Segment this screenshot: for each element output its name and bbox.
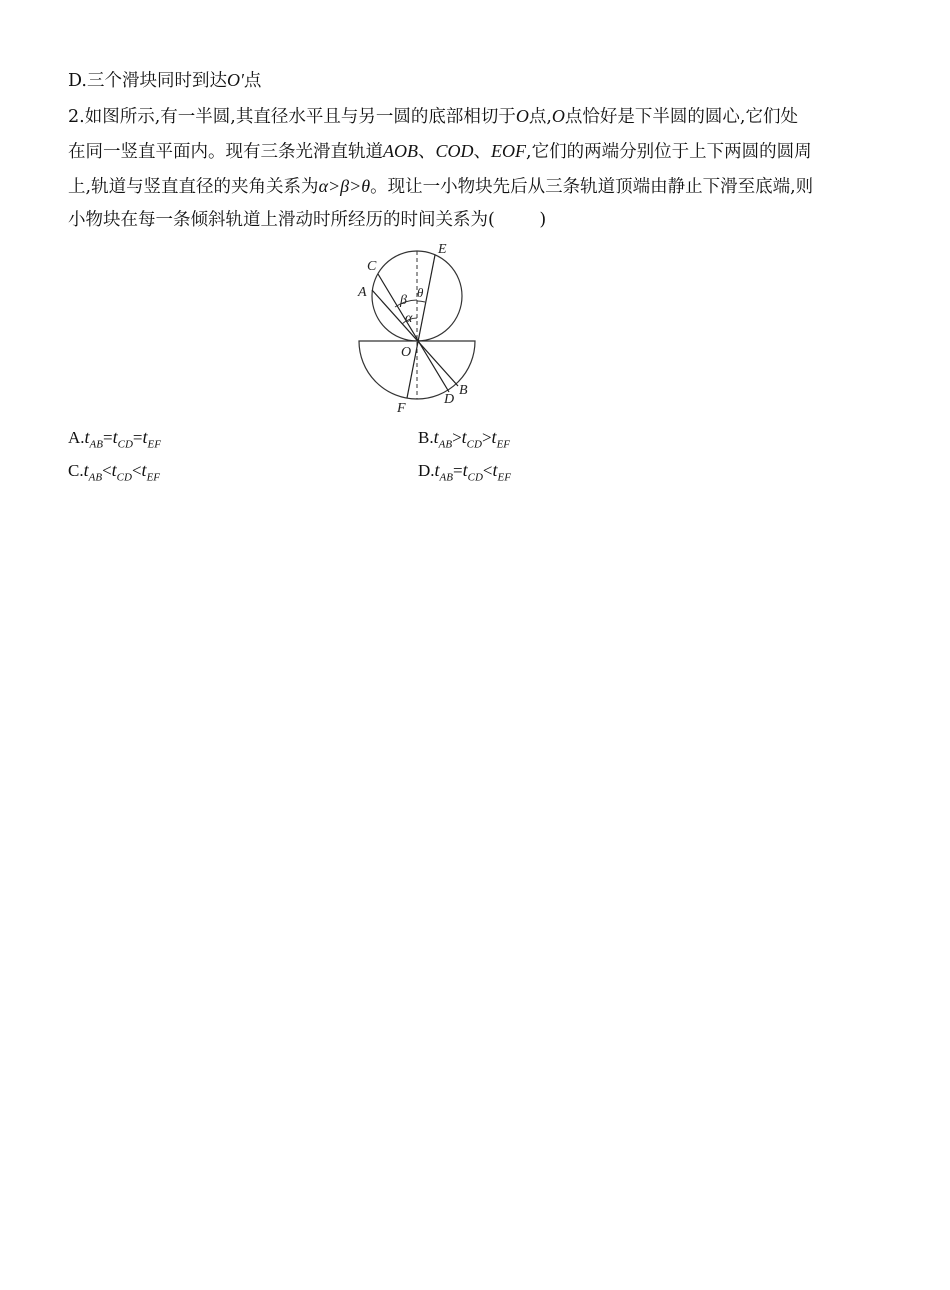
- label-e: E: [438, 242, 447, 257]
- track-label: COD: [435, 141, 474, 161]
- time-symbol: t: [142, 427, 148, 447]
- subscript: EF: [497, 471, 511, 484]
- subscript: EF: [147, 438, 161, 451]
- subscript: EF: [496, 438, 511, 451]
- option-a[interactable]: [68, 427, 161, 450]
- point-label: O′: [226, 70, 244, 90]
- subscript: AB: [89, 438, 103, 451]
- question-line-4: [68, 210, 546, 230]
- point-label: O: [551, 106, 565, 126]
- subscript: CD: [466, 438, 482, 451]
- text: ): [539, 210, 547, 230]
- option-label: D.: [68, 71, 87, 91]
- text: 、: [418, 142, 436, 162]
- text: 点恰好是下半圆的圆心,它们处: [564, 107, 798, 127]
- label-o: O: [401, 345, 412, 360]
- geometry-figure: [350, 238, 485, 418]
- operator: >: [481, 428, 492, 447]
- angle-relation: α>β>θ: [318, 176, 371, 196]
- angle-arc-theta: [417, 301, 425, 302]
- subscript: EF: [146, 471, 161, 484]
- previous-option-d: [68, 70, 261, 91]
- operator: =: [132, 428, 143, 447]
- point-label: O: [515, 106, 529, 126]
- label-d: D: [444, 392, 455, 407]
- label-a: A: [358, 285, 367, 300]
- time-symbol: t: [141, 460, 147, 480]
- option-label: B.: [418, 428, 434, 447]
- track-label: AOB: [383, 141, 418, 161]
- track-eof: [407, 255, 435, 398]
- subscript: AB: [88, 471, 103, 484]
- option-c[interactable]: [68, 460, 160, 483]
- option-label: C.: [68, 461, 84, 480]
- text: 。现让一小物块先后从三条轨道顶端由静止下滑至底端,则: [370, 177, 814, 197]
- question-line-1: [68, 106, 798, 127]
- question-number: 2.: [68, 107, 85, 127]
- track-aob: [372, 290, 458, 386]
- time-symbol: t: [433, 427, 439, 447]
- label-alpha: α: [405, 311, 413, 326]
- time-symbol: t: [492, 460, 498, 480]
- track-label: EOF: [491, 141, 527, 161]
- subscript: CD: [467, 471, 483, 484]
- operator: <: [482, 461, 493, 480]
- text: ,它们的两端分别位于上下两圆的圆周: [526, 142, 812, 162]
- option-label: A.: [68, 428, 85, 447]
- time-symbol: t: [112, 427, 118, 447]
- track-cod: [378, 274, 449, 392]
- text: 点,: [528, 107, 552, 127]
- operator: =: [103, 428, 113, 447]
- time-symbol: t: [462, 460, 468, 480]
- time-symbol: t: [111, 460, 117, 480]
- label-theta: θ: [417, 285, 424, 300]
- operator: >: [452, 428, 462, 447]
- time-symbol: t: [461, 427, 467, 447]
- text: 、: [473, 142, 492, 162]
- label-c: C: [367, 259, 377, 274]
- operator: =: [453, 461, 463, 480]
- subscript: AB: [439, 471, 453, 484]
- text: 上,轨道与竖直直径的夹角关系为: [68, 177, 319, 197]
- question-line-3: [68, 176, 813, 197]
- subscript: CD: [117, 438, 133, 451]
- option-b[interactable]: [418, 427, 510, 450]
- option-text: 三个滑块同时到达: [86, 71, 227, 91]
- label-beta: β: [400, 293, 407, 308]
- time-symbol: t: [491, 427, 497, 447]
- subscript: CD: [116, 471, 132, 484]
- option-label: D.: [418, 461, 435, 480]
- time-symbol: t: [84, 427, 90, 447]
- operator: <: [131, 461, 142, 480]
- subscript: AB: [438, 438, 453, 451]
- option-text: 点: [243, 71, 262, 91]
- text: 如图所示,有一半圆,其直径水平且与另一圆的底部相切于: [84, 107, 516, 127]
- label-f: F: [397, 401, 406, 416]
- text: 在同一竖直平面内。现有三条光滑直轨道: [68, 142, 383, 162]
- text: 小物块在每一条倾斜轨道上滑动时所经历的时间关系为(: [68, 210, 495, 230]
- option-d[interactable]: [418, 460, 511, 483]
- question-line-2: [68, 141, 812, 162]
- time-symbol: t: [434, 460, 440, 480]
- operator: <: [102, 461, 112, 480]
- answer-blank: [495, 210, 540, 230]
- label-b: B: [459, 383, 468, 398]
- time-symbol: t: [83, 460, 89, 480]
